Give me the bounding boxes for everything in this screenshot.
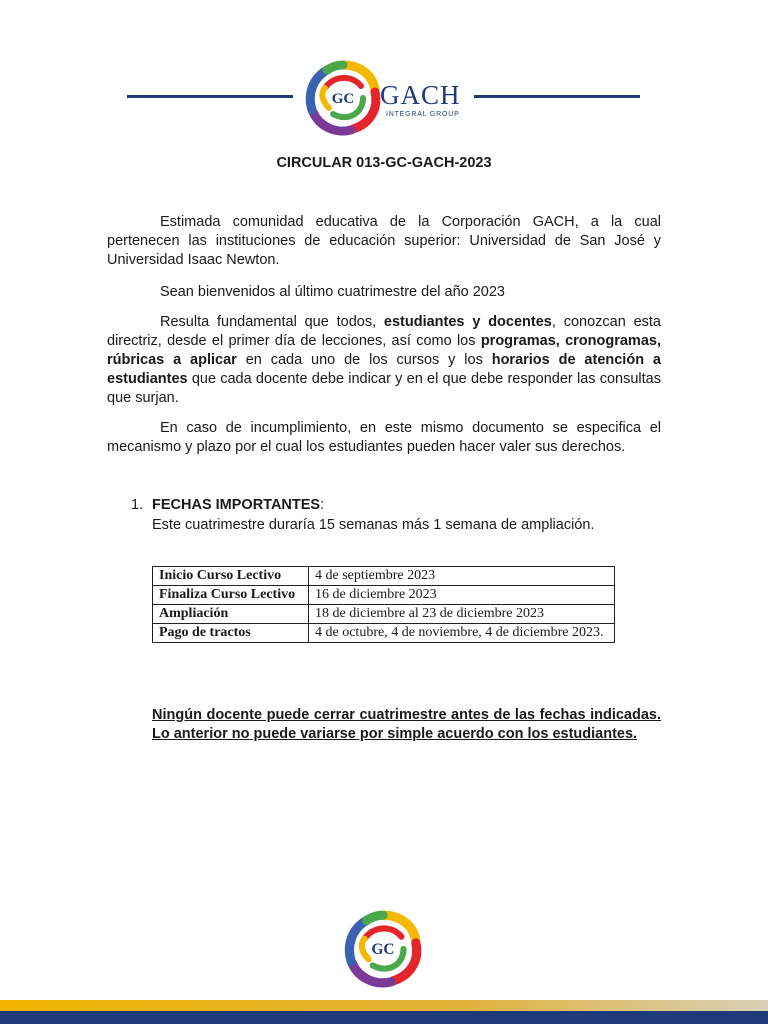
table-row bbox=[153, 586, 615, 605]
letterhead bbox=[0, 52, 768, 132]
table-row bbox=[153, 567, 615, 586]
table-row bbox=[153, 605, 615, 624]
footer-band-gold bbox=[0, 1000, 768, 1011]
footer-band-navy bbox=[0, 1011, 768, 1024]
section-description: Este cuatrimestre duraría 15 semanas más 1 semana de ampliación. bbox=[152, 517, 595, 533]
section-number: 1. bbox=[131, 497, 144, 513]
table-label: Ampliación bbox=[153, 605, 309, 624]
table-label: Inicio Curso Lectivo bbox=[153, 567, 309, 586]
paragraph-greeting: Estimada comunidad educativa de la Corporación GACH, a la cual pertenecen las instituciones de educación superior: Universidad de San José y Universidad Isaac Newton. bbox=[107, 214, 661, 268]
document-title: CIRCULAR 013-GC-GACH-2023 bbox=[276, 155, 492, 171]
svg-text:GC: GC bbox=[331, 91, 355, 107]
dates-table bbox=[152, 566, 615, 643]
svg-text:GC: GC bbox=[371, 941, 395, 959]
header-rule-left bbox=[127, 95, 293, 98]
gach-logo-icon bbox=[303, 58, 383, 136]
bold-programs: programas, cronogramas, rúbricas a aplicar bbox=[107, 333, 661, 368]
table-label: Finaliza Curso Lectivo bbox=[153, 586, 309, 605]
table-row bbox=[153, 624, 615, 643]
section-heading: 1. FECHAS IMPORTANTES: bbox=[131, 497, 325, 513]
paragraph-welcome: Sean bienvenidos al último cuatrimestre del año 2023 bbox=[160, 284, 505, 300]
paragraph-noncompliance: En caso de incumplimiento, en este mismo documento se especifica el mecanismo y plazo por el cual los estudiantes pueden hacer valer sus derechos. bbox=[107, 420, 661, 455]
table-value: 18 de diciembre al 23 de diciembre 2023 bbox=[309, 605, 615, 624]
header-rule-right bbox=[474, 95, 640, 98]
brand-name: GACH bbox=[380, 80, 461, 110]
section-title: FECHAS IMPORTANTES bbox=[152, 497, 321, 513]
bold-office-hours: horarios de atención a estudiantes bbox=[107, 352, 661, 387]
table-value: 4 de octubre, 4 de noviembre, 4 de diciembre 2023. bbox=[309, 624, 615, 643]
paragraph-directive: Resulta fundamental que todos, estudiantes y docentes, conozcan esta directriz, desde el primer día de lecciones, así como los programas, cronogramas, rúbricas a aplicar en cada uno de los cursos y los horarios de atención a estudiantes que cada docente debe indicar y en el que debe responder las consultas que surjan. bbox=[107, 314, 661, 406]
table-value: 4 de septiembre 2023 bbox=[309, 567, 615, 586]
brand-subtitle: INTEGRAL GROUP bbox=[386, 111, 460, 118]
table-value: 16 de diciembre 2023 bbox=[309, 586, 615, 605]
table-label: Pago de tractos bbox=[153, 624, 309, 643]
gach-logo-icon bbox=[342, 908, 424, 988]
warning-notice: Ningún docente puede cerrar cuatrimestre antes de las fechas indicadas. Lo anterior no puede variarse por simple acuerdo con los estudiantes. bbox=[152, 707, 661, 742]
bold-students-teachers: estudiantes y docentes bbox=[383, 314, 552, 330]
